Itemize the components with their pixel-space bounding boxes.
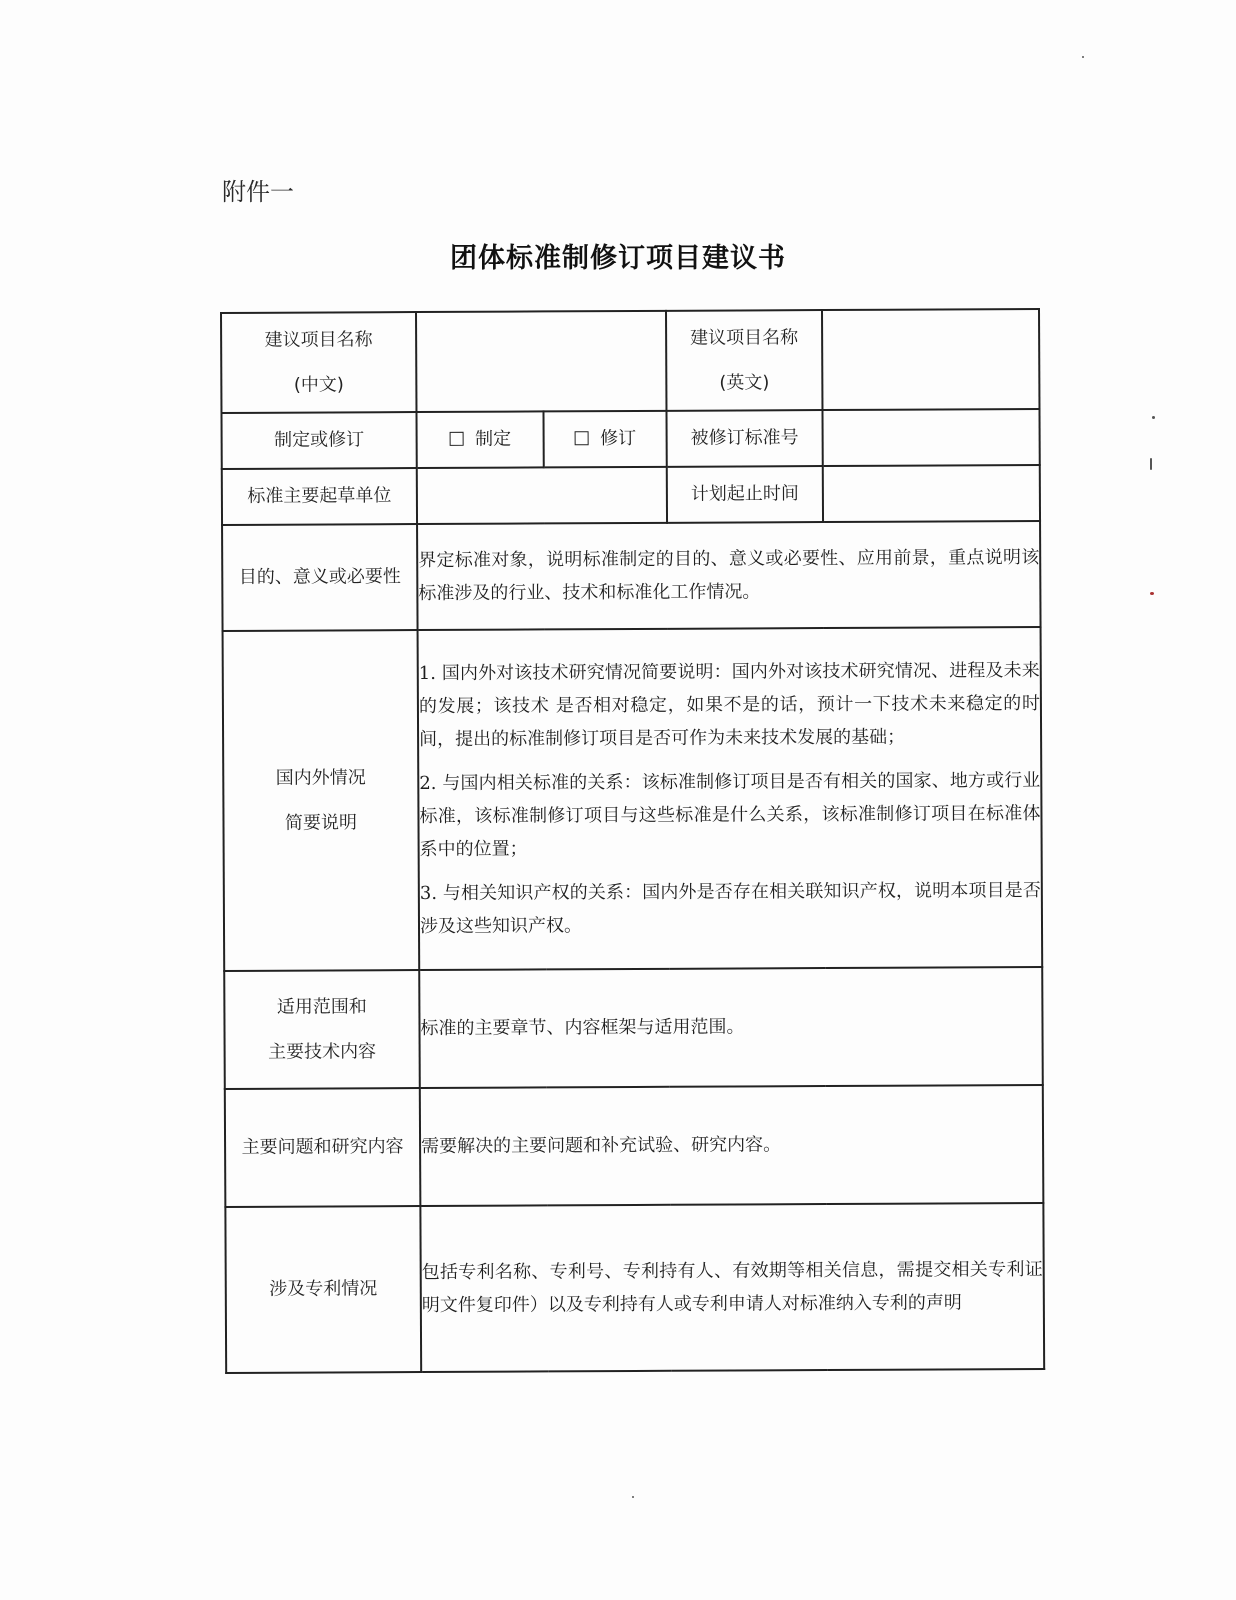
row-issues — [225, 1085, 1044, 1207]
row-type — [221, 409, 1039, 469]
patent-content: 包括专利名称、专利号、专利持有人、有效期等相关信息，需提交相关专利证明文件复印件）以及专利持有人或专利申请人对标准纳入专利的声明 — [420, 1203, 1044, 1372]
row-purpose — [222, 521, 1041, 631]
scan-speck — [1150, 592, 1154, 595]
plan-time-label: 计划起止时间 — [667, 466, 823, 523]
option-revise[interactable] — [543, 411, 666, 468]
row-project-name — [221, 309, 1039, 413]
plan-time-field[interactable] — [823, 465, 1040, 522]
scope-label-line-1: 适用范围和 — [276, 995, 367, 1018]
status-paragraph-2: 2. 与国内相关标准的关系：该标准制修订项目是否有相关的国家、地方或行业标准，该标准制修订项目与这些标准是什么关系，该标准制修订项目在标准体系中的位置； — [419, 769, 1041, 861]
project-name-cn-label — [221, 312, 416, 413]
project-name-en-field[interactable] — [822, 309, 1039, 410]
proposal-form-table — [220, 308, 1045, 1374]
issues-content: 需要解决的主要问题和补充试验、研究内容。 — [420, 1085, 1044, 1206]
status-label — [223, 630, 420, 971]
issues-label: 主要问题和研究内容 — [225, 1088, 421, 1207]
establish-label: 制定 — [475, 428, 512, 451]
patent-label: 涉及专利情况 — [225, 1206, 421, 1373]
status-label-line-2: 简要说明 — [284, 812, 358, 834]
scan-speck — [1082, 56, 1084, 58]
establish-checkbox[interactable] — [449, 432, 463, 446]
scope-content: 标准的主要章节、内容框架与适用范围。 — [419, 967, 1043, 1088]
purpose-label: 目的、意义或必要性 — [222, 524, 418, 631]
project-name-cn-label-line-1: 建议项目名称 — [264, 328, 373, 351]
project-name-cn-label-line-2: (中文) — [293, 374, 344, 396]
scope-label-line-2: 主要技术内容 — [268, 1041, 377, 1063]
revise-label: 修订 — [600, 428, 637, 450]
row-patent — [225, 1203, 1044, 1373]
project-name-en-label-line-2: (英文) — [719, 372, 770, 394]
document-title: 团体标准制修订项目建议书 — [450, 243, 786, 274]
row-status — [223, 627, 1043, 971]
status-content — [418, 627, 1043, 970]
row-drafting — [222, 465, 1040, 525]
scan-speck — [1150, 458, 1152, 470]
option-establish[interactable] — [416, 411, 543, 468]
revised-standard-field[interactable] — [822, 409, 1039, 466]
annex-label: 附件一 — [222, 178, 294, 206]
revise-checkbox[interactable] — [574, 432, 588, 446]
type-label: 制定或修订 — [221, 412, 416, 469]
status-paragraph-3: 3. 与相关知识产权的关系：国内外是否存在相关联知识产权，说明本项目是否涉及这些知识产权。 — [419, 879, 1041, 937]
project-name-en-label-line-1: 建议项目名称 — [690, 326, 799, 349]
project-name-en-label — [666, 310, 822, 411]
project-name-cn-field[interactable] — [416, 311, 666, 412]
row-scope — [224, 967, 1043, 1089]
drafting-unit-label: 标准主要起草单位 — [222, 468, 417, 525]
status-paragraph-1: 1. 国内外对该技术研究情况简要说明：国内外对该技术研究情况、进程及未来的发展；该技术 是否相对稳定，如果不是的话，预计一下技术未来稳定的时间，提出的标准制修订项目是否可作为未来技术发展的基础； — [418, 659, 1040, 751]
drafting-unit-field[interactable] — [417, 467, 667, 524]
scan-speck — [1152, 416, 1155, 419]
purpose-content: 界定标准对象，说明标准制定的目的、意义或必要性、应用前景，重点说明该标准涉及的行业、技术和标准化工作情况。 — [417, 521, 1041, 630]
scope-label — [224, 970, 420, 1089]
revised-standard-label: 被修订标准号 — [666, 410, 822, 467]
scan-speck — [632, 1496, 634, 1498]
status-label-line-1: 国内外情况 — [275, 766, 366, 789]
